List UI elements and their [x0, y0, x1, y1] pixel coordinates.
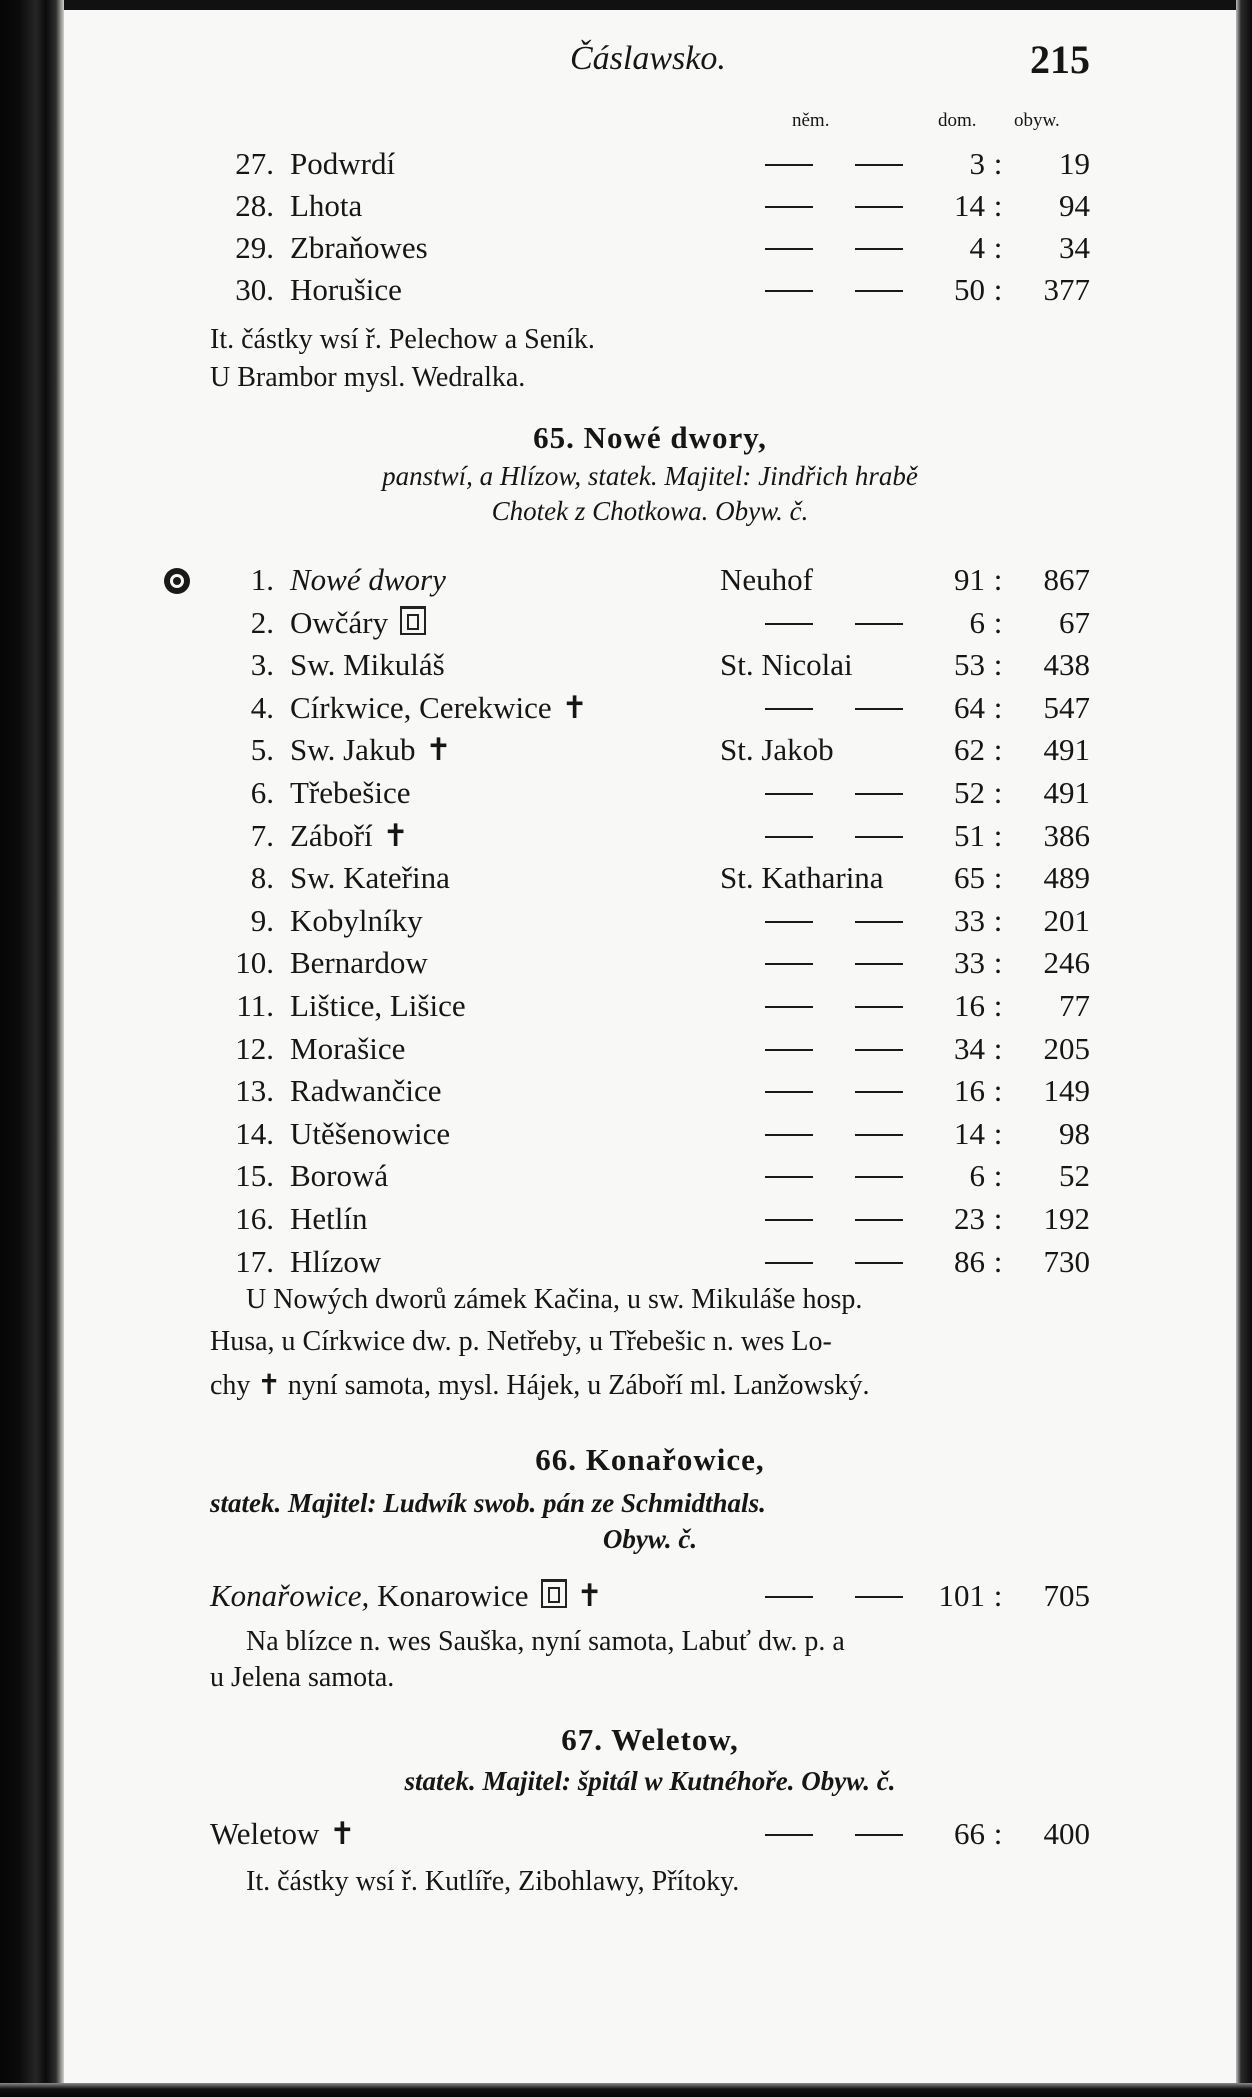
place-name-cell [290, 1029, 405, 1069]
place-name: Kobylníky [290, 902, 423, 938]
section-65-owner-line: Chotek z Chotkowa. Obyw. č. [491, 496, 809, 526]
german-name: St. Katharina [720, 860, 884, 896]
houses-count: 66 [954, 1816, 985, 1851]
inhabitants-count: 491 [1043, 732, 1090, 768]
entry-name: Konařowice, [210, 1578, 370, 1613]
place-name: Církwice, Cerekwice [290, 689, 552, 725]
table-row [210, 1199, 1090, 1239]
table-row [210, 1242, 1090, 1282]
dash-mark [855, 793, 903, 795]
place-name: Zbraňowes [290, 230, 428, 265]
separator: : [993, 1073, 1003, 1109]
section-65-heading: 65. Nowé dwory, [533, 420, 767, 455]
note-line: It. částky wsí ř. Kutlíře, Zibohlawy, Přítoky. [246, 1866, 740, 1897]
inhabitants-count: 77 [1059, 988, 1090, 1023]
place-name: Sw. Kateřina [290, 860, 450, 896]
column-header-houses: dom. [938, 110, 977, 131]
church-cross-icon: ✝ [576, 1578, 603, 1613]
place-name: Horušice [290, 272, 402, 307]
inhabitants-count: 705 [1043, 1578, 1090, 1613]
castle-icon [541, 1579, 567, 1608]
place-name: Podwrdí [290, 146, 396, 181]
row-number: 11. [236, 988, 274, 1023]
row-number: 6. [250, 775, 274, 810]
dash-mark [855, 921, 903, 923]
church-cross-icon: ✝ [561, 689, 588, 725]
dash-mark [855, 708, 903, 710]
dash-mark [765, 921, 813, 923]
target-icon [164, 568, 190, 594]
table-row [210, 1114, 1090, 1154]
inhabitants-count: 377 [1043, 272, 1090, 307]
inhabitants-count: 205 [1043, 1030, 1090, 1066]
houses-count: 23 [954, 1201, 985, 1236]
place-name-cell [290, 186, 362, 226]
place-name-cell [290, 773, 410, 813]
separator: : [993, 1578, 1003, 1613]
inhabitants-count: 867 [1043, 562, 1090, 597]
place-name-cell [290, 228, 428, 268]
dash-mark [855, 164, 903, 166]
separator: : [993, 775, 1003, 810]
place-name: Lhota [290, 188, 363, 223]
place-name: Borowá [290, 1158, 389, 1194]
place-name: Utěšenowice [290, 1115, 451, 1151]
houses-count: 50 [954, 272, 985, 307]
row-number: 7. [250, 817, 274, 853]
inhabitants-count: 19 [1059, 146, 1090, 181]
place-name: Lištice, Lišice [290, 988, 466, 1023]
section-67-entry [210, 1814, 1090, 1854]
castle-icon [400, 606, 426, 635]
place-name-cell [290, 270, 402, 310]
table-row [210, 858, 1090, 898]
houses-count: 91 [954, 562, 985, 597]
separator: : [993, 689, 1003, 725]
houses-count: 6 [969, 604, 985, 640]
dash-mark [855, 1219, 903, 1221]
row-number: 16. [235, 1201, 274, 1236]
houses-count: 14 [954, 1115, 985, 1151]
note-line: u Jelena samota. [210, 1662, 395, 1693]
dash-mark [765, 206, 813, 208]
inhabitants-count: 192 [1043, 1201, 1090, 1236]
entry-name: Weletow [210, 1816, 320, 1851]
note-line: Na blízce n. wes Sauška, nyní samota, Labuť dw. p. a [246, 1626, 845, 1657]
table-row [210, 186, 1090, 226]
dash-mark [855, 248, 903, 250]
row-number: 15. [235, 1158, 274, 1194]
dash-mark [855, 623, 903, 625]
separator: : [993, 1201, 1003, 1236]
table-row [210, 986, 1090, 1026]
row-number: 12. [235, 1030, 274, 1066]
houses-count: 33 [954, 945, 985, 981]
row-number: 4. [250, 689, 274, 725]
dash-mark [855, 1006, 903, 1008]
separator: : [993, 817, 1003, 853]
row-number: 17. [235, 1243, 274, 1279]
church-cross-icon: ✝ [425, 732, 452, 768]
inhabitants-count: 438 [1043, 647, 1090, 683]
separator: : [993, 562, 1003, 597]
row-number: 29. [235, 230, 274, 265]
table-row [210, 603, 1090, 643]
note-line: U Nowých dworů zámek Kačina, u sw. Mikuláše hosp. [246, 1284, 863, 1315]
separator: : [993, 988, 1003, 1023]
table-row [210, 645, 1090, 685]
place-name-cell [290, 816, 409, 856]
houses-count: 4 [969, 230, 985, 265]
place-name: Nowé dwory [290, 562, 446, 597]
houses-count: 3 [969, 146, 985, 181]
dash-mark [765, 1176, 813, 1178]
houses-count: 14 [954, 188, 985, 223]
table-row [210, 688, 1090, 728]
note-line: chy ✝ nyní samota, mysl. Hájek, u Záboří ml. Lanžowský. [210, 1370, 870, 1401]
separator: : [993, 230, 1003, 265]
column-header-inhabitants: obyw. [1014, 110, 1060, 131]
inhabitants-count: 67 [1059, 604, 1090, 640]
dash-mark [765, 793, 813, 795]
separator: : [993, 1816, 1003, 1851]
houses-count: 16 [954, 1073, 985, 1109]
place-name-cell [290, 144, 395, 184]
separator: : [993, 604, 1003, 640]
german-name: St. Nicolai [720, 647, 853, 683]
separator: : [993, 902, 1003, 938]
note-line: It. částky wsí ř. Pelechow a Seník. [210, 324, 595, 355]
place-name: Hetlín [290, 1201, 368, 1236]
table-row [210, 773, 1090, 813]
church-cross-icon: ✝ [329, 1816, 356, 1851]
section-66-owner-line: Obyw. č. [602, 1524, 698, 1554]
place-name-cell [290, 943, 428, 983]
dash-mark [855, 1049, 903, 1051]
row-number: 10. [235, 945, 274, 981]
inhabitants-count: 400 [1043, 1816, 1090, 1851]
table-row [210, 901, 1090, 941]
dash-mark [765, 1091, 813, 1093]
houses-count: 52 [954, 775, 985, 810]
separator: : [993, 732, 1003, 768]
row-number: 5. [250, 732, 274, 768]
separator: : [993, 647, 1003, 683]
german-name: Neuhof [720, 562, 813, 597]
page-number: 215 [1030, 37, 1090, 82]
table-row [210, 943, 1090, 983]
dash-mark [855, 1176, 903, 1178]
houses-count: 51 [954, 817, 985, 853]
houses-count: 33 [954, 902, 985, 938]
entry-alt-name: Konarowice [377, 1578, 529, 1613]
houses-count: 101 [938, 1578, 985, 1613]
place-name: Sw. Mikuláš [290, 647, 445, 683]
dash-mark [765, 963, 813, 965]
section-67-heading: 67. Weletow, [561, 1722, 739, 1757]
row-number: 9. [250, 902, 274, 938]
houses-count: 64 [954, 689, 985, 725]
place-name: Záboří [290, 817, 373, 853]
place-name-cell [290, 560, 446, 600]
dash-mark [855, 1596, 903, 1598]
dash-mark [765, 836, 813, 838]
separator: : [993, 272, 1003, 307]
table-row [210, 560, 1090, 600]
place-name: Morašice [290, 1030, 406, 1066]
inhabitants-count: 246 [1043, 945, 1090, 981]
place-name-cell [290, 858, 450, 898]
separator: : [993, 1115, 1003, 1151]
row-number: 30. [235, 272, 274, 307]
row-number: 14. [235, 1115, 274, 1151]
place-name-cell [290, 1199, 368, 1239]
dash-mark [855, 836, 903, 838]
note-line: U Brambor mysl. Wedralka. [210, 362, 526, 393]
inhabitants-count: 730 [1043, 1243, 1090, 1279]
dash-mark [765, 290, 813, 292]
dash-mark [765, 623, 813, 625]
dash-mark [765, 1219, 813, 1221]
inhabitants-count: 94 [1059, 188, 1090, 223]
page-content [210, 0, 1090, 2097]
dash-mark [765, 164, 813, 166]
place-name: Sw. Jakub [290, 732, 416, 768]
table-row [210, 1071, 1090, 1111]
dash-mark [855, 206, 903, 208]
row-number: 27. [235, 146, 274, 181]
german-name: St. Jakob [720, 732, 834, 768]
table-row [210, 270, 1090, 310]
dash-mark [765, 1262, 813, 1264]
inhabitants-count: 34 [1059, 230, 1090, 265]
separator: : [993, 1030, 1003, 1066]
row-number: 3. [250, 647, 274, 683]
dash-mark [855, 963, 903, 965]
dash-mark [855, 1262, 903, 1264]
inhabitants-count: 201 [1043, 902, 1090, 938]
dash-mark [855, 1834, 903, 1836]
dash-mark [765, 248, 813, 250]
church-cross-icon: ✝ [382, 817, 409, 853]
place-name-cell [290, 688, 588, 728]
inhabitants-count: 491 [1043, 775, 1090, 810]
table-row [210, 816, 1090, 856]
separator: : [993, 1243, 1003, 1279]
place-name-cell [290, 730, 451, 770]
dash-mark [855, 1091, 903, 1093]
table-row [210, 1156, 1090, 1196]
table-row [210, 144, 1090, 184]
dash-mark [765, 1596, 813, 1598]
houses-count: 16 [954, 988, 985, 1023]
section-66-entry [210, 1576, 1090, 1616]
scan-border-right [1236, 0, 1252, 2097]
scan-border-left [0, 0, 64, 2097]
row-number: 28. [235, 188, 274, 223]
place-name-cell [290, 1114, 450, 1154]
row-number: 13. [235, 1073, 274, 1109]
place-name-cell [290, 1156, 388, 1196]
place-name: Hlízow [290, 1243, 382, 1279]
place-name-cell [290, 901, 423, 941]
table-row [210, 1029, 1090, 1069]
place-name-cell [290, 1242, 381, 1282]
houses-count: 86 [954, 1243, 985, 1279]
row-number: 8. [250, 860, 274, 896]
place-name-cell [290, 986, 466, 1026]
houses-count: 53 [954, 647, 985, 683]
dash-mark [765, 1134, 813, 1136]
place-name-cell [290, 603, 426, 643]
place-name: Třebešice [290, 775, 411, 810]
section-66-owner-line: statek. Majitel: Ludwík swob. pán ze Schmidthals. [210, 1488, 766, 1518]
dash-mark [765, 1049, 813, 1051]
column-header-german: něm. [792, 110, 830, 131]
row-number: 2. [250, 604, 274, 640]
note-line: Husa, u Církwice dw. p. Netřeby, u Třebešic n. wes Lo- [210, 1326, 832, 1357]
place-name-cell [290, 645, 445, 685]
dash-mark [765, 1006, 813, 1008]
separator: : [993, 146, 1003, 181]
inhabitants-count: 489 [1043, 860, 1090, 896]
dash-mark [765, 708, 813, 710]
page-title: Čáslawsko. [570, 40, 726, 77]
section-65-owner-line: panstwí, a Hlízow, statek. Majitel: Jindřich hrabě [382, 461, 918, 491]
separator: : [993, 188, 1003, 223]
place-name: Radwančice [290, 1073, 442, 1109]
houses-count: 34 [954, 1030, 985, 1066]
dash-mark [765, 1834, 813, 1836]
inhabitants-count: 149 [1043, 1073, 1090, 1109]
dash-mark [855, 1134, 903, 1136]
inhabitants-count: 386 [1043, 817, 1090, 853]
place-name-cell [290, 1071, 441, 1111]
houses-count: 6 [969, 1158, 985, 1194]
place-name: Bernardow [290, 945, 428, 981]
houses-count: 62 [954, 732, 985, 768]
inhabitants-count: 98 [1059, 1115, 1090, 1151]
inhabitants-count: 52 [1059, 1158, 1090, 1194]
dash-mark [855, 290, 903, 292]
section-67-owner-line: statek. Majitel: špitál w Kutnéhoře. Obyw. č. [404, 1766, 896, 1796]
section-66-heading: 66. Konařowice, [535, 1442, 765, 1477]
separator: : [993, 945, 1003, 981]
inhabitants-count: 547 [1043, 689, 1090, 725]
table-row [210, 228, 1090, 268]
separator: : [993, 1158, 1003, 1194]
place-name: Owčáry [290, 604, 389, 640]
row-number: 1. [250, 562, 274, 597]
table-row [210, 730, 1090, 770]
separator: : [993, 860, 1003, 896]
houses-count: 65 [954, 860, 985, 896]
